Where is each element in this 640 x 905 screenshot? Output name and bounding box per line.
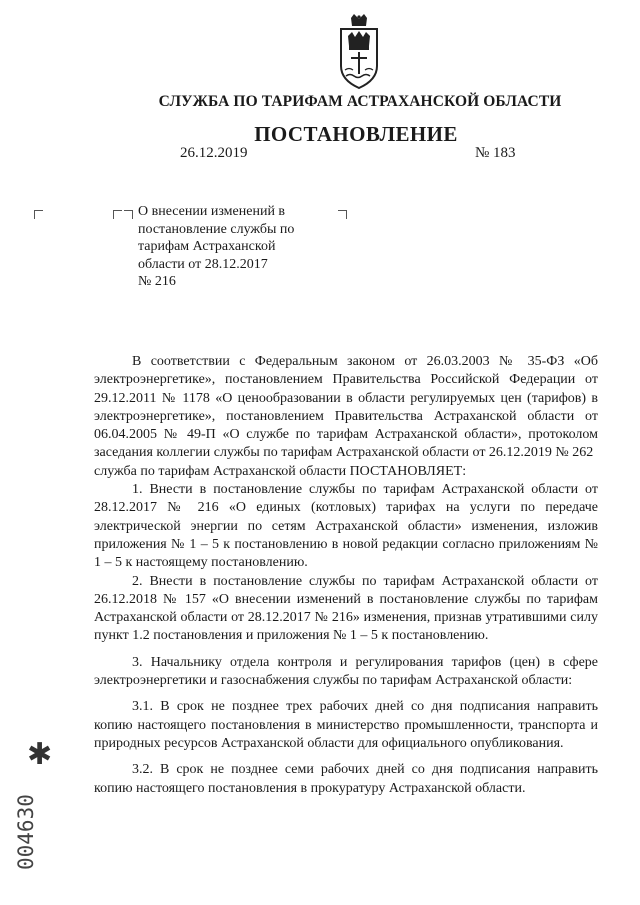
margin-corner-mark (34, 210, 43, 219)
subject-line: О внесении изменений в (138, 204, 286, 219)
subject-line: тарифам Астраханской (138, 239, 276, 255)
item-2-paragraph: 2. Внести в постановление службы по тарифам Астраханской области от 26.12.2018 № 157 «О внесении изменений в постановление службы по тарифам Астраханской области от 28.12.2017 № 216» изменения, признав утратившими силу пункт 1.2 постановления и приложения № 1 – 5 к постановлению. (94, 573, 598, 644)
document-body (94, 353, 598, 798)
subject-line: постановление службы по (138, 221, 295, 237)
coat-of-arms-icon (336, 14, 382, 90)
document-number: № 183 (475, 145, 516, 161)
subject-line: области от 28.12.2017 (138, 256, 268, 272)
agency-name: СЛУЖБА ПО ТАРИФАМ АСТРАХАНСКОЙ ОБЛАСТИ (158, 93, 562, 110)
item-1-paragraph: 1. Внести в постановление службы по тарифам Астраханской области от 28.12.2017 № 216 «О единых (котловых) тарифах на услуги по передаче электрической энергии по сетям Астраханской области» изменения, изложив приложения № 1 – 5 к постановлению в новой редакции согласно приложениям № 1 – 5 к настоящему постановлению. (94, 482, 598, 571)
document-title: ПОСТАНОВЛЕНИЕ (254, 122, 458, 146)
registration-stamp (12, 742, 38, 872)
document-date: 26.12.2019 (180, 145, 248, 161)
item-3-1-paragraph: 3.1. В срок не позднее трех рабочих дней со дня подписания направить копию настоящего постановления в министерство промышленности, транспорта и природных ресурсов Астраханской области для официального опубликования. (94, 699, 598, 751)
item-3-2-paragraph: 3.2. В срок не позднее семи рабочих дней со дня подписания направить копию настоящего постановления в прокуратуру Астраханской области. (94, 762, 598, 796)
resolution-line: служба по тарифам Астраханской области ПОСТАНОВЛЯЕТ: (94, 463, 467, 479)
document-subject (138, 203, 338, 291)
margin-corner-mark (124, 210, 133, 219)
margin-corner-mark (338, 210, 347, 219)
margin-corner-mark (113, 210, 122, 219)
stamp-mark-icon: ✱ (27, 737, 53, 772)
item-3-paragraph: 3. Начальнику отдела контроля и регулирования тарифов (цен) в сфере электроэнергетики и газоснабжения службы по тарифам Астраханской области: (94, 654, 598, 689)
registration-stamp-number: 004630 (14, 794, 38, 870)
subject-line: № 216 (138, 274, 176, 290)
preamble-paragraph: В соответствии с Федеральным законом от 26.03.2003 № 35-ФЗ «Об электроэнергетике», постановлением Правительства Российской Федерации от 29.12.2011 № 1178 «О ценообразовании в области регулируемых цен (тарифов) в электроэнергетике», постановлением Правительства Астраханской области от 06.04.2005 № 49-П «О службе по тарифам Астраханской области», протоколом заседания коллегии службы по тарифам Астраханской области от 26.12.2019 № 262 (94, 354, 598, 461)
